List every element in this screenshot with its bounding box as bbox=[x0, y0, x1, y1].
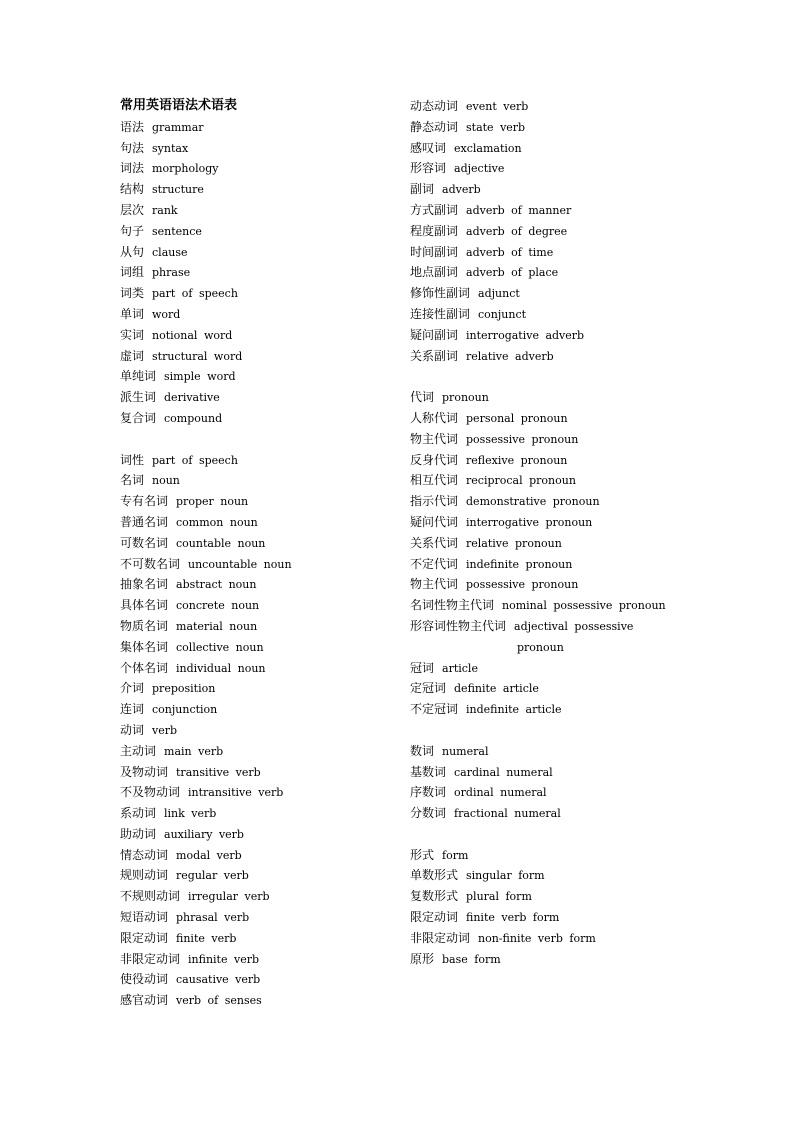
term-row bbox=[410, 221, 780, 242]
term-row bbox=[410, 491, 780, 512]
term-english: definite article bbox=[454, 682, 539, 696]
term-row bbox=[410, 762, 780, 783]
term-row bbox=[410, 470, 780, 491]
term-row bbox=[120, 845, 400, 866]
term-chinese: 系动词 bbox=[120, 806, 157, 821]
term-chinese: 层次 bbox=[120, 202, 145, 217]
term-english: countable noun bbox=[176, 536, 266, 550]
term-chinese: 关系副词 bbox=[410, 348, 459, 363]
term-chinese: 主动词 bbox=[120, 743, 157, 758]
term-row bbox=[120, 533, 400, 554]
term-english: personal pronoun bbox=[466, 411, 568, 425]
term-english: proper noun bbox=[176, 495, 249, 509]
term-english: phrase bbox=[152, 266, 191, 280]
term-row bbox=[410, 512, 780, 533]
term-row bbox=[120, 928, 400, 949]
term-english: fractional numeral bbox=[454, 807, 561, 821]
term-english: adverb of degree bbox=[466, 224, 568, 238]
term-english: adverb bbox=[442, 183, 481, 197]
term-english: adverb of time bbox=[466, 245, 554, 259]
term-chinese: 词法 bbox=[120, 161, 145, 176]
term-english: finite verb form bbox=[466, 911, 560, 925]
term-row bbox=[120, 949, 400, 970]
term-row bbox=[120, 512, 400, 533]
term-row bbox=[410, 678, 780, 699]
term-chinese: 名词 bbox=[120, 473, 145, 488]
term-chinese: 感官动词 bbox=[120, 993, 169, 1008]
term-row bbox=[120, 699, 400, 720]
term-chinese: 动词 bbox=[120, 722, 145, 737]
term-english: state verb bbox=[466, 120, 526, 134]
term-chinese: 不定冠词 bbox=[410, 702, 459, 717]
term-english: transitive verb bbox=[176, 765, 261, 779]
term-english: article bbox=[442, 661, 478, 675]
term-row bbox=[120, 595, 400, 616]
term-english: abstract noun bbox=[176, 578, 257, 592]
term-chinese: 专有名词 bbox=[120, 494, 169, 509]
term-english: infinite verb bbox=[188, 952, 260, 966]
term-chinese: 集体名词 bbox=[120, 639, 169, 654]
term-english: interrogative pronoun bbox=[466, 515, 593, 529]
blank-line bbox=[120, 429, 400, 450]
term-row bbox=[120, 262, 400, 283]
term-english: demonstrative pronoun bbox=[466, 495, 600, 509]
term-chinese: 物主代词 bbox=[410, 431, 459, 446]
term-row bbox=[120, 886, 400, 907]
term-row bbox=[120, 304, 400, 325]
term-english: relative adverb bbox=[466, 349, 554, 363]
term-row bbox=[410, 304, 780, 325]
term-english: base form bbox=[442, 952, 501, 966]
term-chinese: 不定代词 bbox=[410, 556, 459, 571]
term-row bbox=[120, 803, 400, 824]
term-chinese: 词类 bbox=[120, 286, 145, 301]
term-row bbox=[120, 117, 400, 138]
term-english: sentence bbox=[152, 224, 202, 238]
term-chinese: 静态动词 bbox=[410, 119, 459, 134]
term-row bbox=[120, 678, 400, 699]
term-english: auxiliary verb bbox=[164, 827, 244, 841]
term-english: indefinite article bbox=[466, 703, 562, 717]
term-chinese: 词性 bbox=[120, 452, 145, 467]
term-chinese: 感叹词 bbox=[410, 140, 447, 155]
term-english: grammar bbox=[152, 120, 204, 134]
left-term-column bbox=[120, 96, 400, 1011]
term-english: possessive pronoun bbox=[466, 578, 579, 592]
term-english: word bbox=[152, 307, 181, 321]
term-chinese: 派生词 bbox=[120, 390, 157, 405]
term-chinese: 方式副词 bbox=[410, 202, 459, 217]
term-row bbox=[120, 387, 400, 408]
term-chinese: 疑问副词 bbox=[410, 327, 459, 342]
term-chinese: 结构 bbox=[120, 182, 145, 197]
term-english: ordinal numeral bbox=[454, 786, 547, 800]
term-row bbox=[410, 949, 780, 970]
term-chinese: 原形 bbox=[410, 951, 435, 966]
term-row bbox=[410, 117, 780, 138]
term-english: relative pronoun bbox=[466, 536, 562, 550]
term-chinese: 词组 bbox=[120, 265, 145, 280]
term-row bbox=[120, 450, 400, 471]
term-english: individual noun bbox=[176, 661, 266, 675]
term-chinese: 单数形式 bbox=[410, 868, 459, 883]
term-row bbox=[410, 616, 780, 637]
term-chinese: 人称代词 bbox=[410, 410, 459, 425]
term-chinese: 抽象名词 bbox=[120, 577, 169, 592]
term-chinese: 具体名词 bbox=[120, 598, 169, 613]
term-english: notional word bbox=[152, 328, 233, 342]
term-chinese: 反身代词 bbox=[410, 452, 459, 467]
term-row bbox=[410, 262, 780, 283]
blank-line bbox=[410, 720, 780, 741]
term-english: collective noun bbox=[176, 640, 264, 654]
term-chinese: 可数名词 bbox=[120, 535, 169, 550]
term-row bbox=[410, 138, 780, 159]
term-row bbox=[120, 325, 400, 346]
term-english: uncountable noun bbox=[188, 557, 292, 571]
term-english: pronoun bbox=[517, 640, 564, 654]
term-row bbox=[120, 907, 400, 928]
term-row bbox=[120, 616, 400, 637]
term-english: plural form bbox=[466, 890, 532, 904]
term-row bbox=[410, 637, 780, 658]
term-row bbox=[120, 554, 400, 575]
term-english: conjunct bbox=[478, 307, 527, 321]
term-chinese: 形容词性物主代词 bbox=[410, 618, 507, 633]
term-chinese: 实词 bbox=[120, 327, 145, 342]
term-english: singular form bbox=[466, 869, 545, 883]
term-english: nominal possessive pronoun bbox=[502, 599, 666, 613]
term-english: regular verb bbox=[176, 869, 249, 883]
term-chinese: 单词 bbox=[120, 306, 145, 321]
term-row bbox=[410, 325, 780, 346]
term-chinese: 个体名词 bbox=[120, 660, 169, 675]
term-english: finite verb bbox=[176, 931, 237, 945]
term-row bbox=[410, 200, 780, 221]
term-row bbox=[120, 720, 400, 741]
term-chinese: 冠词 bbox=[410, 660, 435, 675]
term-chinese: 使役动词 bbox=[120, 972, 169, 987]
term-chinese: 形式 bbox=[410, 847, 435, 862]
term-row bbox=[410, 741, 780, 762]
term-row bbox=[120, 990, 400, 1011]
term-english: adjunct bbox=[478, 287, 520, 301]
term-english: phrasal verb bbox=[176, 911, 250, 925]
term-english: indefinite pronoun bbox=[466, 557, 573, 571]
term-english: intransitive verb bbox=[188, 786, 284, 800]
term-row bbox=[120, 824, 400, 845]
term-chinese: 物主代词 bbox=[410, 577, 459, 592]
term-row bbox=[410, 865, 780, 886]
term-chinese: 副词 bbox=[410, 182, 435, 197]
term-english: possessive pronoun bbox=[466, 432, 579, 446]
term-chinese: 语法 bbox=[120, 119, 145, 134]
term-row bbox=[410, 387, 780, 408]
term-row bbox=[410, 782, 780, 803]
term-row bbox=[410, 429, 780, 450]
term-row bbox=[410, 408, 780, 429]
term-chinese: 数词 bbox=[410, 743, 435, 758]
term-chinese: 时间副词 bbox=[410, 244, 459, 259]
term-row bbox=[120, 366, 400, 387]
term-row bbox=[410, 242, 780, 263]
term-chinese: 句法 bbox=[120, 140, 145, 155]
term-row bbox=[120, 346, 400, 367]
term-english: numeral bbox=[442, 744, 489, 758]
term-chinese: 非限定动词 bbox=[120, 951, 181, 966]
term-chinese: 相互代词 bbox=[410, 473, 459, 488]
term-english: part of speech bbox=[152, 453, 238, 467]
term-english: reciprocal pronoun bbox=[466, 474, 576, 488]
term-english: clause bbox=[152, 245, 188, 259]
term-row bbox=[120, 470, 400, 491]
term-english: irregular verb bbox=[188, 890, 270, 904]
term-english: simple word bbox=[164, 370, 236, 384]
term-row bbox=[120, 221, 400, 242]
term-english: material noun bbox=[176, 619, 258, 633]
term-chinese: 名词性物主代词 bbox=[410, 598, 495, 613]
term-row bbox=[410, 283, 780, 304]
term-row bbox=[120, 741, 400, 762]
term-chinese: 普通名词 bbox=[120, 514, 169, 529]
term-row bbox=[120, 179, 400, 200]
term-english: interrogative adverb bbox=[466, 328, 585, 342]
term-english: conjunction bbox=[152, 703, 218, 717]
term-chinese: 介词 bbox=[120, 681, 145, 696]
term-row bbox=[120, 138, 400, 159]
term-english: adjectival possessive bbox=[514, 619, 634, 633]
term-english: morphology bbox=[152, 162, 219, 176]
term-row bbox=[410, 450, 780, 471]
term-english: non-finite verb form bbox=[478, 931, 596, 945]
term-row bbox=[120, 408, 400, 429]
term-english: concrete noun bbox=[176, 599, 260, 613]
term-row bbox=[410, 595, 780, 616]
term-chinese: 不规则动词 bbox=[120, 889, 181, 904]
term-chinese: 程度副词 bbox=[410, 223, 459, 238]
term-english: main verb bbox=[164, 744, 224, 758]
term-row bbox=[410, 845, 780, 866]
term-english: cardinal numeral bbox=[454, 765, 553, 779]
term-row bbox=[410, 179, 780, 200]
term-chinese: 关系代词 bbox=[410, 535, 459, 550]
term-chinese: 短语动词 bbox=[120, 910, 169, 925]
term-english: adverb of manner bbox=[466, 203, 572, 217]
term-english: derivative bbox=[164, 391, 220, 405]
term-english: pronoun bbox=[442, 391, 489, 405]
term-row bbox=[120, 637, 400, 658]
term-chinese: 分数词 bbox=[410, 806, 447, 821]
term-english: modal verb bbox=[176, 848, 242, 862]
term-chinese: 指示代词 bbox=[410, 494, 459, 509]
term-english: structure bbox=[152, 183, 204, 197]
term-english: link verb bbox=[164, 807, 217, 821]
term-row bbox=[120, 242, 400, 263]
term-chinese: 不及物动词 bbox=[120, 785, 181, 800]
term-row bbox=[410, 158, 780, 179]
term-chinese: 地点副词 bbox=[410, 265, 459, 280]
term-english: verb bbox=[152, 723, 178, 737]
term-row bbox=[120, 762, 400, 783]
term-chinese: 单纯词 bbox=[120, 369, 157, 384]
term-chinese: 及物动词 bbox=[120, 764, 169, 779]
term-chinese: 复数形式 bbox=[410, 889, 459, 904]
term-chinese: 非限定动词 bbox=[410, 930, 471, 945]
right-term-column bbox=[410, 96, 780, 969]
term-chinese: 修饰性副词 bbox=[410, 286, 471, 301]
term-english: structural word bbox=[152, 349, 243, 363]
term-english: adverb of place bbox=[466, 266, 559, 280]
term-row bbox=[410, 907, 780, 928]
term-english: syntax bbox=[152, 141, 189, 155]
term-chinese: 形容词 bbox=[410, 161, 447, 176]
term-english: causative verb bbox=[176, 973, 261, 987]
term-row bbox=[120, 200, 400, 221]
term-chinese: 序数词 bbox=[410, 785, 447, 800]
term-row bbox=[410, 928, 780, 949]
term-row bbox=[120, 283, 400, 304]
term-chinese: 定冠词 bbox=[410, 681, 447, 696]
term-english: adjective bbox=[454, 162, 505, 176]
term-chinese: 不可数名词 bbox=[120, 556, 181, 571]
blank-line bbox=[410, 366, 780, 387]
term-english: noun bbox=[152, 474, 180, 488]
term-row bbox=[410, 554, 780, 575]
term-english: exclamation bbox=[454, 141, 522, 155]
term-chinese: 连接性副词 bbox=[410, 306, 471, 321]
term-english: event verb bbox=[466, 100, 529, 113]
term-english: form bbox=[442, 848, 469, 862]
term-chinese: 规则动词 bbox=[120, 868, 169, 883]
term-chinese: 限定动词 bbox=[410, 910, 459, 925]
term-row bbox=[410, 699, 780, 720]
term-row bbox=[410, 346, 780, 367]
term-chinese: 情态动词 bbox=[120, 847, 169, 862]
blank-line bbox=[410, 824, 780, 845]
term-row bbox=[410, 574, 780, 595]
term-chinese: 基数词 bbox=[410, 764, 447, 779]
term-english: compound bbox=[164, 411, 223, 425]
term-row bbox=[410, 658, 780, 679]
term-chinese: 虚词 bbox=[120, 348, 145, 363]
term-row bbox=[120, 969, 400, 990]
page-title: 常用英语语法术语表 bbox=[120, 98, 238, 113]
term-chinese: 物质名词 bbox=[120, 618, 169, 633]
term-row bbox=[410, 886, 780, 907]
term-chinese: 疑问代词 bbox=[410, 514, 459, 529]
term-english: reflexive pronoun bbox=[466, 453, 568, 467]
term-chinese: 句子 bbox=[120, 223, 145, 238]
term-chinese: 限定动词 bbox=[120, 930, 169, 945]
term-english: preposition bbox=[152, 682, 216, 696]
term-row bbox=[120, 865, 400, 886]
term-chinese: 动态动词 bbox=[410, 99, 459, 113]
term-row bbox=[120, 574, 400, 595]
term-row bbox=[120, 658, 400, 679]
term-row bbox=[410, 803, 780, 824]
term-chinese: 复合词 bbox=[120, 410, 157, 425]
term-chinese: 从句 bbox=[120, 244, 145, 259]
term-chinese: 连词 bbox=[120, 702, 145, 717]
term-row bbox=[120, 491, 400, 512]
term-row bbox=[410, 533, 780, 554]
term-row bbox=[120, 158, 400, 179]
term-row bbox=[120, 782, 400, 803]
term-english: part of speech bbox=[152, 287, 238, 301]
term-english: verb of senses bbox=[176, 994, 262, 1008]
term-chinese: 代词 bbox=[410, 390, 435, 405]
term-english: rank bbox=[152, 203, 178, 217]
term-chinese: 助动词 bbox=[120, 826, 157, 841]
term-row bbox=[410, 96, 780, 117]
term-english: common noun bbox=[176, 515, 258, 529]
